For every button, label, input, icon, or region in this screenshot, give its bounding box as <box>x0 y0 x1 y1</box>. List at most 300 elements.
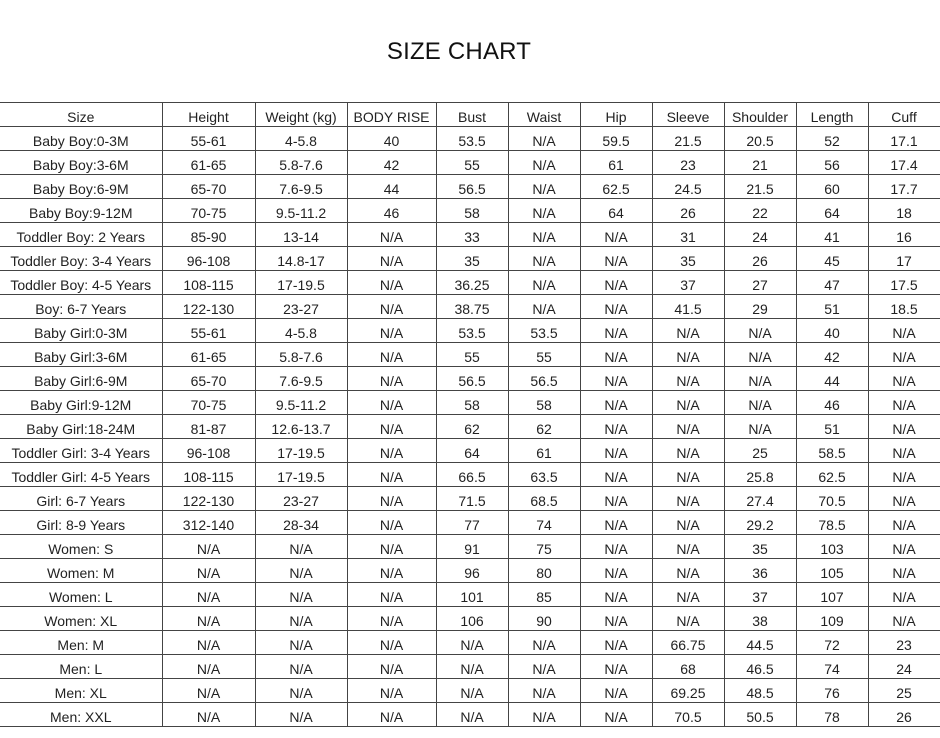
table-cell: N/A <box>868 343 940 367</box>
table-cell: 31 <box>652 223 724 247</box>
table-cell: N/A <box>347 487 436 511</box>
table-cell: 50.5 <box>724 703 796 727</box>
table-row <box>0 559 940 583</box>
table-cell: N/A <box>652 607 724 631</box>
table-cell: 74 <box>508 511 580 535</box>
table-cell: 55 <box>508 343 580 367</box>
size-label-cell: Baby Boy:0-3M <box>0 127 162 151</box>
table-cell: N/A <box>724 415 796 439</box>
table-cell: 65-70 <box>162 175 255 199</box>
table-cell: 78 <box>796 703 868 727</box>
size-label-cell: Toddler Boy: 4-5 Years <box>0 271 162 295</box>
table-cell: 105 <box>796 559 868 583</box>
table-row <box>0 631 940 655</box>
table-cell: N/A <box>508 223 580 247</box>
table-cell: N/A <box>508 127 580 151</box>
table-cell: 70.5 <box>796 487 868 511</box>
table-cell: 64 <box>436 439 508 463</box>
table-cell: N/A <box>347 655 436 679</box>
size-label-cell: Toddler Girl: 3-4 Years <box>0 439 162 463</box>
table-cell: N/A <box>436 679 508 703</box>
table-cell: N/A <box>162 655 255 679</box>
table-cell: N/A <box>724 319 796 343</box>
table-cell: N/A <box>580 319 652 343</box>
table-cell: N/A <box>580 367 652 391</box>
table-row <box>0 439 940 463</box>
table-cell: N/A <box>347 607 436 631</box>
table-cell: N/A <box>508 151 580 175</box>
table-cell: 21 <box>724 151 796 175</box>
table-cell: 106 <box>436 607 508 631</box>
table-cell: N/A <box>436 655 508 679</box>
table-cell: 51 <box>796 295 868 319</box>
table-cell: N/A <box>347 631 436 655</box>
table-cell: N/A <box>868 607 940 631</box>
table-cell: 23 <box>652 151 724 175</box>
table-cell: N/A <box>652 439 724 463</box>
table-cell: 80 <box>508 559 580 583</box>
table-cell: 13-14 <box>255 223 347 247</box>
table-cell: 53.5 <box>436 319 508 343</box>
table-cell: 68.5 <box>508 487 580 511</box>
table-cell: 51 <box>796 415 868 439</box>
table-cell: 45 <box>796 247 868 271</box>
table-cell: N/A <box>255 583 347 607</box>
table-cell: 17-19.5 <box>255 271 347 295</box>
table-cell: 58 <box>436 199 508 223</box>
table-cell: N/A <box>162 703 255 727</box>
table-row <box>0 511 940 535</box>
table-cell: 71.5 <box>436 487 508 511</box>
column-header: Shoulder <box>724 103 796 127</box>
table-cell: 58 <box>508 391 580 415</box>
table-row <box>0 295 940 319</box>
table-cell: 55-61 <box>162 319 255 343</box>
table-cell: N/A <box>724 367 796 391</box>
table-cell: N/A <box>508 703 580 727</box>
table-cell: N/A <box>508 175 580 199</box>
table-row <box>0 679 940 703</box>
table-cell: N/A <box>347 343 436 367</box>
table-cell: N/A <box>508 199 580 223</box>
table-row <box>0 127 940 151</box>
table-cell: N/A <box>868 511 940 535</box>
table-cell: N/A <box>347 391 436 415</box>
table-cell: 42 <box>796 343 868 367</box>
table-cell: N/A <box>580 295 652 319</box>
table-cell: N/A <box>580 631 652 655</box>
size-label-cell: Men: XXL <box>0 703 162 727</box>
header-row <box>0 103 940 127</box>
table-cell: N/A <box>652 535 724 559</box>
table-cell: 96-108 <box>162 247 255 271</box>
table-cell: 7.6-9.5 <box>255 367 347 391</box>
size-label-cell: Baby Boy:9-12M <box>0 199 162 223</box>
table-cell: N/A <box>436 631 508 655</box>
table-cell: 33 <box>436 223 508 247</box>
table-row <box>0 535 940 559</box>
table-cell: 25 <box>868 679 940 703</box>
table-cell: 46.5 <box>724 655 796 679</box>
table-cell: 81-87 <box>162 415 255 439</box>
table-cell: N/A <box>652 487 724 511</box>
table-cell: 75 <box>508 535 580 559</box>
table-cell: N/A <box>347 271 436 295</box>
table-cell: 77 <box>436 511 508 535</box>
table-cell: N/A <box>652 367 724 391</box>
table-cell: 5.8-7.6 <box>255 151 347 175</box>
table-cell: 16 <box>868 223 940 247</box>
table-cell: N/A <box>580 583 652 607</box>
table-cell: 63.5 <box>508 463 580 487</box>
size-label-cell: Baby Girl:6-9M <box>0 367 162 391</box>
table-cell: 64 <box>796 199 868 223</box>
table-cell: N/A <box>652 391 724 415</box>
table-cell: N/A <box>868 487 940 511</box>
table-cell: N/A <box>162 631 255 655</box>
table-cell: 44 <box>796 367 868 391</box>
table-cell: 65-70 <box>162 367 255 391</box>
table-cell: 108-115 <box>162 271 255 295</box>
table-cell: 17.1 <box>868 127 940 151</box>
table-cell: N/A <box>580 535 652 559</box>
table-cell: N/A <box>580 511 652 535</box>
size-label-cell: Toddler Boy: 3-4 Years <box>0 247 162 271</box>
size-chart-table <box>0 102 940 727</box>
table-cell: 66.75 <box>652 631 724 655</box>
table-cell: N/A <box>255 607 347 631</box>
table-header <box>0 103 940 127</box>
table-cell: 23-27 <box>255 487 347 511</box>
table-cell: 17-19.5 <box>255 463 347 487</box>
table-cell: 20.5 <box>724 127 796 151</box>
table-cell: 24 <box>724 223 796 247</box>
table-cell: 36 <box>724 559 796 583</box>
table-cell: N/A <box>724 343 796 367</box>
table-cell: N/A <box>347 415 436 439</box>
table-cell: 53.5 <box>508 319 580 343</box>
table-cell: 61 <box>508 439 580 463</box>
table-cell: 40 <box>347 127 436 151</box>
table-cell: 22 <box>724 199 796 223</box>
table-cell: N/A <box>868 463 940 487</box>
table-cell: 62.5 <box>580 175 652 199</box>
table-cell: 27.4 <box>724 487 796 511</box>
table-cell: 70-75 <box>162 391 255 415</box>
column-header: BODY RISE <box>347 103 436 127</box>
table-cell: N/A <box>580 607 652 631</box>
table-cell: 58 <box>436 391 508 415</box>
table-cell: N/A <box>508 631 580 655</box>
table-cell: N/A <box>347 583 436 607</box>
table-cell: N/A <box>652 559 724 583</box>
size-label-cell: Baby Boy:3-6M <box>0 151 162 175</box>
table-cell: N/A <box>868 415 940 439</box>
size-label-cell: Boy: 6-7 Years <box>0 295 162 319</box>
size-label-cell: Women: L <box>0 583 162 607</box>
table-cell: N/A <box>255 559 347 583</box>
table-cell: N/A <box>347 463 436 487</box>
table-cell: 44.5 <box>724 631 796 655</box>
table-cell: 26 <box>652 199 724 223</box>
table-cell: 96 <box>436 559 508 583</box>
table-cell: N/A <box>580 463 652 487</box>
table-cell: N/A <box>652 415 724 439</box>
column-header: Weight (kg) <box>255 103 347 127</box>
table-cell: 25 <box>724 439 796 463</box>
table-cell: N/A <box>255 679 347 703</box>
table-cell: 21.5 <box>652 127 724 151</box>
column-header: Waist <box>508 103 580 127</box>
table-cell: 312-140 <box>162 511 255 535</box>
table-cell: N/A <box>580 391 652 415</box>
table-row <box>0 151 940 175</box>
table-cell: 72 <box>796 631 868 655</box>
column-header: Height <box>162 103 255 127</box>
table-cell: 37 <box>724 583 796 607</box>
table-cell: N/A <box>580 703 652 727</box>
table-cell: N/A <box>162 559 255 583</box>
table-cell: 85-90 <box>162 223 255 247</box>
table-cell: 7.6-9.5 <box>255 175 347 199</box>
size-label-cell: Women: S <box>0 535 162 559</box>
table-cell: N/A <box>255 535 347 559</box>
table-cell: 9.5-11.2 <box>255 199 347 223</box>
table-cell: 59.5 <box>580 127 652 151</box>
table-cell: 61 <box>580 151 652 175</box>
table-cell: 85 <box>508 583 580 607</box>
table-cell: 78.5 <box>796 511 868 535</box>
table-cell: N/A <box>255 655 347 679</box>
table-cell: 5.8-7.6 <box>255 343 347 367</box>
table-cell: 108-115 <box>162 463 255 487</box>
table-cell: N/A <box>347 295 436 319</box>
table-cell: N/A <box>508 679 580 703</box>
table-row <box>0 367 940 391</box>
table-cell: N/A <box>347 247 436 271</box>
table-cell: 62 <box>508 415 580 439</box>
table-cell: 61-65 <box>162 343 255 367</box>
table-cell: 17.7 <box>868 175 940 199</box>
table-cell: 38 <box>724 607 796 631</box>
table-cell: N/A <box>347 367 436 391</box>
table-cell: N/A <box>347 679 436 703</box>
table-cell: 46 <box>347 199 436 223</box>
table-cell: 23 <box>868 631 940 655</box>
table-cell: N/A <box>347 439 436 463</box>
table-cell: N/A <box>652 463 724 487</box>
table-cell: 41 <box>796 223 868 247</box>
table-body <box>0 127 940 727</box>
table-cell: 23-27 <box>255 295 347 319</box>
page-title: SIZE CHART <box>386 38 532 65</box>
column-header: Bust <box>436 103 508 127</box>
table-cell: 107 <box>796 583 868 607</box>
table-cell: 17.4 <box>868 151 940 175</box>
table-cell: N/A <box>508 295 580 319</box>
column-header: Size <box>0 103 162 127</box>
table-cell: 25.8 <box>724 463 796 487</box>
table-cell: 60 <box>796 175 868 199</box>
table-row <box>0 271 940 295</box>
table-cell: 4-5.8 <box>255 127 347 151</box>
table-cell: 36.25 <box>436 271 508 295</box>
table-cell: 55-61 <box>162 127 255 151</box>
table-cell: 17 <box>868 247 940 271</box>
table-cell: N/A <box>580 343 652 367</box>
table-row <box>0 175 940 199</box>
table-cell: 35 <box>724 535 796 559</box>
table-cell: N/A <box>868 391 940 415</box>
table-row <box>0 583 940 607</box>
table-cell: N/A <box>347 511 436 535</box>
table-cell: 91 <box>436 535 508 559</box>
table-cell: 74 <box>796 655 868 679</box>
size-label-cell: Baby Girl:0-3M <box>0 319 162 343</box>
size-label-cell: Men: XL <box>0 679 162 703</box>
column-header: Cuff <box>868 103 940 127</box>
table-cell: 48.5 <box>724 679 796 703</box>
table-cell: N/A <box>580 679 652 703</box>
size-label-cell: Women: XL <box>0 607 162 631</box>
table-cell: 24 <box>868 655 940 679</box>
table-row <box>0 487 940 511</box>
table-cell: 90 <box>508 607 580 631</box>
table-cell: 103 <box>796 535 868 559</box>
table-cell: N/A <box>868 439 940 463</box>
size-label-cell: Baby Boy:6-9M <box>0 175 162 199</box>
table-cell: 14.8-17 <box>255 247 347 271</box>
table-cell: 35 <box>436 247 508 271</box>
table-cell: N/A <box>868 583 940 607</box>
table-row <box>0 703 940 727</box>
table-cell: N/A <box>580 415 652 439</box>
table-cell: N/A <box>255 703 347 727</box>
table-cell: N/A <box>868 535 940 559</box>
table-cell: N/A <box>347 319 436 343</box>
table-cell: 70.5 <box>652 703 724 727</box>
table-cell: 26 <box>868 703 940 727</box>
table-cell: 28-34 <box>255 511 347 535</box>
table-cell: N/A <box>580 655 652 679</box>
table-cell: N/A <box>162 535 255 559</box>
table-cell: 17.5 <box>868 271 940 295</box>
table-cell: N/A <box>868 559 940 583</box>
table-cell: 29.2 <box>724 511 796 535</box>
table-cell: N/A <box>580 559 652 583</box>
table-cell: N/A <box>347 535 436 559</box>
table-cell: 56.5 <box>508 367 580 391</box>
table-row <box>0 319 940 343</box>
table-cell: N/A <box>162 607 255 631</box>
table-cell: N/A <box>652 343 724 367</box>
table-cell: 24.5 <box>652 175 724 199</box>
column-header: Hip <box>580 103 652 127</box>
size-label-cell: Girl: 8-9 Years <box>0 511 162 535</box>
table-cell: 53.5 <box>436 127 508 151</box>
table-cell: N/A <box>436 703 508 727</box>
table-cell: 18.5 <box>868 295 940 319</box>
table-row <box>0 415 940 439</box>
table-cell: 47 <box>796 271 868 295</box>
table-cell: N/A <box>724 391 796 415</box>
table-cell: 38.75 <box>436 295 508 319</box>
column-header: Sleeve <box>652 103 724 127</box>
table-cell: 12.6-13.7 <box>255 415 347 439</box>
table-cell: N/A <box>508 271 580 295</box>
table-cell: 46 <box>796 391 868 415</box>
table-cell: N/A <box>580 223 652 247</box>
table-cell: 40 <box>796 319 868 343</box>
table-cell: 26 <box>724 247 796 271</box>
table-cell: N/A <box>868 319 940 343</box>
table-row <box>0 655 940 679</box>
size-label-cell: Baby Girl:3-6M <box>0 343 162 367</box>
table-cell: 56.5 <box>436 367 508 391</box>
table-cell: 62 <box>436 415 508 439</box>
table-row <box>0 247 940 271</box>
table-cell: 52 <box>796 127 868 151</box>
table-cell: 96-108 <box>162 439 255 463</box>
table-cell: 29 <box>724 295 796 319</box>
table-row <box>0 607 940 631</box>
table-cell: 35 <box>652 247 724 271</box>
table-cell: 18 <box>868 199 940 223</box>
table-cell: N/A <box>580 271 652 295</box>
table-cell: N/A <box>347 223 436 247</box>
table-cell: 69.25 <box>652 679 724 703</box>
table-cell: 44 <box>347 175 436 199</box>
table-cell: 17-19.5 <box>255 439 347 463</box>
table-cell: 61-65 <box>162 151 255 175</box>
table-cell: N/A <box>580 247 652 271</box>
table-cell: 62.5 <box>796 463 868 487</box>
table-cell: 9.5-11.2 <box>255 391 347 415</box>
size-label-cell: Baby Girl:9-12M <box>0 391 162 415</box>
table-cell: 122-130 <box>162 487 255 511</box>
table-row <box>0 343 940 367</box>
table-cell: 55 <box>436 151 508 175</box>
size-label-cell: Toddler Boy: 2 Years <box>0 223 162 247</box>
table-cell: 58.5 <box>796 439 868 463</box>
size-label-cell: Men: L <box>0 655 162 679</box>
table-cell: N/A <box>868 367 940 391</box>
table-cell: N/A <box>347 703 436 727</box>
table-cell: N/A <box>652 511 724 535</box>
table-cell: N/A <box>347 559 436 583</box>
table-cell: 21.5 <box>724 175 796 199</box>
table-cell: N/A <box>508 247 580 271</box>
size-label-cell: Men: M <box>0 631 162 655</box>
table-cell: 122-130 <box>162 295 255 319</box>
table-cell: N/A <box>652 583 724 607</box>
table-cell: N/A <box>162 583 255 607</box>
table-row <box>0 223 940 247</box>
table-cell: 70-75 <box>162 199 255 223</box>
table-cell: 68 <box>652 655 724 679</box>
table-cell: N/A <box>652 319 724 343</box>
column-header: Length <box>796 103 868 127</box>
size-label-cell: Toddler Girl: 4-5 Years <box>0 463 162 487</box>
table-cell: 66.5 <box>436 463 508 487</box>
table-cell: 41.5 <box>652 295 724 319</box>
table-cell: 64 <box>580 199 652 223</box>
table-cell: N/A <box>162 679 255 703</box>
table-row <box>0 199 940 223</box>
table-row <box>0 391 940 415</box>
size-label-cell: Women: M <box>0 559 162 583</box>
table-cell: 76 <box>796 679 868 703</box>
